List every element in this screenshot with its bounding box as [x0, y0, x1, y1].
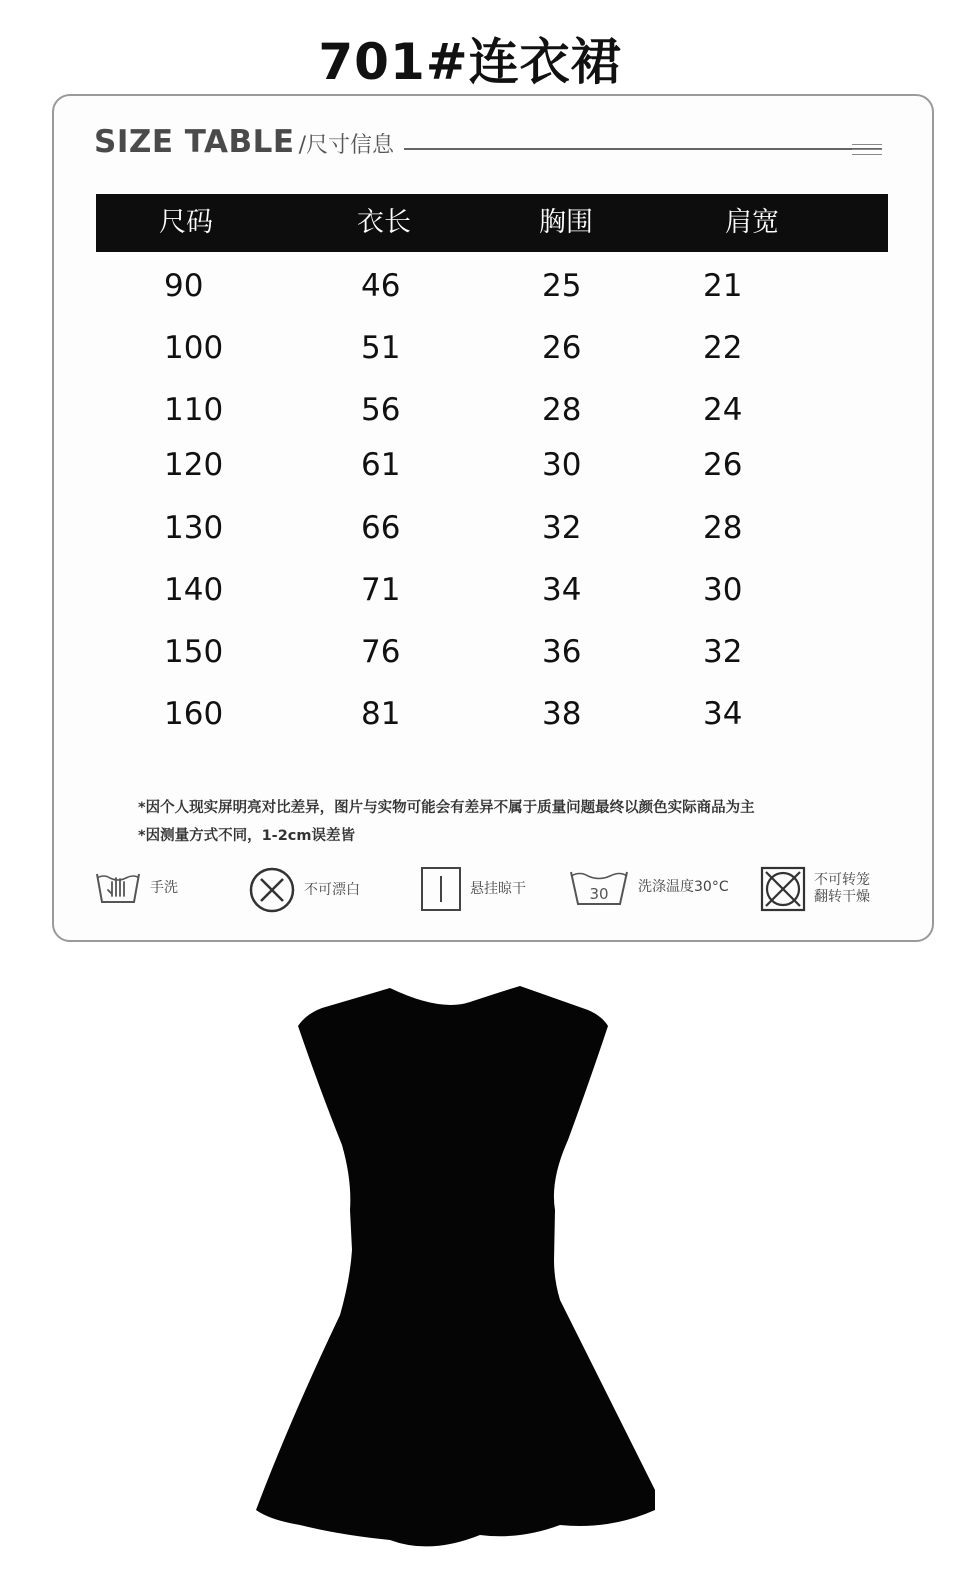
- care-label-no-bleach: 不可漂白: [304, 881, 360, 898]
- cell-length: 51: [361, 330, 401, 366]
- table-row: [54, 447, 936, 491]
- cell-length: 61: [361, 447, 401, 483]
- table-row: [54, 696, 936, 740]
- wash-temperature-text: 30: [589, 885, 609, 903]
- wash-30-icon: [568, 866, 630, 908]
- care-no-bleach: [248, 866, 360, 914]
- care-label-no-tumble-dry-line1: 不可转笼: [814, 872, 870, 888]
- heading-divider: [404, 148, 882, 150]
- dress-silhouette: [250, 980, 670, 1560]
- size-table-heading-cn: /尺寸信息: [298, 133, 395, 158]
- cell-size: 120: [164, 447, 224, 483]
- size-table-card: [52, 94, 934, 942]
- cell-shoulder: 28: [703, 510, 743, 546]
- cell-size: 110: [164, 392, 224, 428]
- cell-size: 160: [164, 696, 224, 732]
- care-label-no-tumble-dry-line2: 翻转干燥: [814, 889, 870, 905]
- care-label-wash-30: 洗涤温度30°C: [638, 878, 729, 895]
- cell-shoulder: 32: [703, 634, 743, 670]
- care-label-no-tumble-dry: [814, 872, 870, 906]
- care-no-tumble-dry: [760, 866, 870, 912]
- cell-chest: 28: [542, 392, 582, 428]
- care-hand-wash: [94, 866, 178, 910]
- dress-shape: [256, 986, 655, 1546]
- cell-size: 90: [164, 268, 204, 304]
- table-row: [54, 392, 936, 436]
- care-hang-dry: [420, 866, 526, 912]
- lines-icon: [852, 144, 882, 159]
- cell-size: 100: [164, 330, 224, 366]
- cell-chest: 26: [542, 330, 582, 366]
- cell-length: 46: [361, 268, 401, 304]
- cell-shoulder: 21: [703, 268, 743, 304]
- table-row: [54, 510, 936, 554]
- cell-size: 150: [164, 634, 224, 670]
- no-tumble-dry-icon: [760, 866, 806, 912]
- cell-shoulder: 34: [703, 696, 743, 732]
- hang-dry-icon: [420, 866, 462, 912]
- care-label-hang-dry: 悬挂晾干: [470, 880, 526, 897]
- no-bleach-icon: [248, 866, 296, 914]
- note-measure-disclaimer: *因测量方式不同，1-2cm误差皆: [138, 828, 355, 844]
- cell-length: 81: [361, 696, 401, 732]
- cell-length: 71: [361, 572, 401, 608]
- cell-shoulder: 30: [703, 572, 743, 608]
- cell-length: 66: [361, 510, 401, 546]
- table-row: [54, 268, 936, 312]
- column-header-size: 尺码: [159, 207, 213, 238]
- column-header-chest: 胸围: [539, 207, 593, 238]
- size-table-heading: [94, 124, 394, 160]
- cell-shoulder: 22: [703, 330, 743, 366]
- table-row: [54, 634, 936, 678]
- hand-wash-icon: [94, 866, 142, 910]
- table-row: [54, 330, 936, 374]
- cell-chest: 30: [542, 447, 582, 483]
- table-row: [54, 572, 936, 616]
- cell-chest: 25: [542, 268, 582, 304]
- cell-size: 140: [164, 572, 224, 608]
- size-table-heading-en: SIZE TABLE: [94, 124, 295, 160]
- cell-chest: 32: [542, 510, 582, 546]
- table-header: [96, 194, 888, 252]
- cell-chest: 36: [542, 634, 582, 670]
- column-header-shoulder: 肩宽: [725, 207, 779, 238]
- page-title: 701#连衣裙: [318, 33, 622, 91]
- cell-shoulder: 26: [703, 447, 743, 483]
- cell-length: 56: [361, 392, 401, 428]
- cell-chest: 38: [542, 696, 582, 732]
- care-label-hand-wash: 手洗: [150, 879, 178, 896]
- cell-length: 76: [361, 634, 401, 670]
- column-header-length: 衣长: [357, 207, 411, 238]
- note-color-disclaimer: *因个人现实屏明亮对比差异，图片与实物可能会有差异不属于质量问题最终以颜色实际商品为主: [138, 800, 755, 816]
- cell-shoulder: 24: [703, 392, 743, 428]
- cell-size: 130: [164, 510, 224, 546]
- cell-chest: 34: [542, 572, 582, 608]
- care-wash-30: [568, 866, 729, 908]
